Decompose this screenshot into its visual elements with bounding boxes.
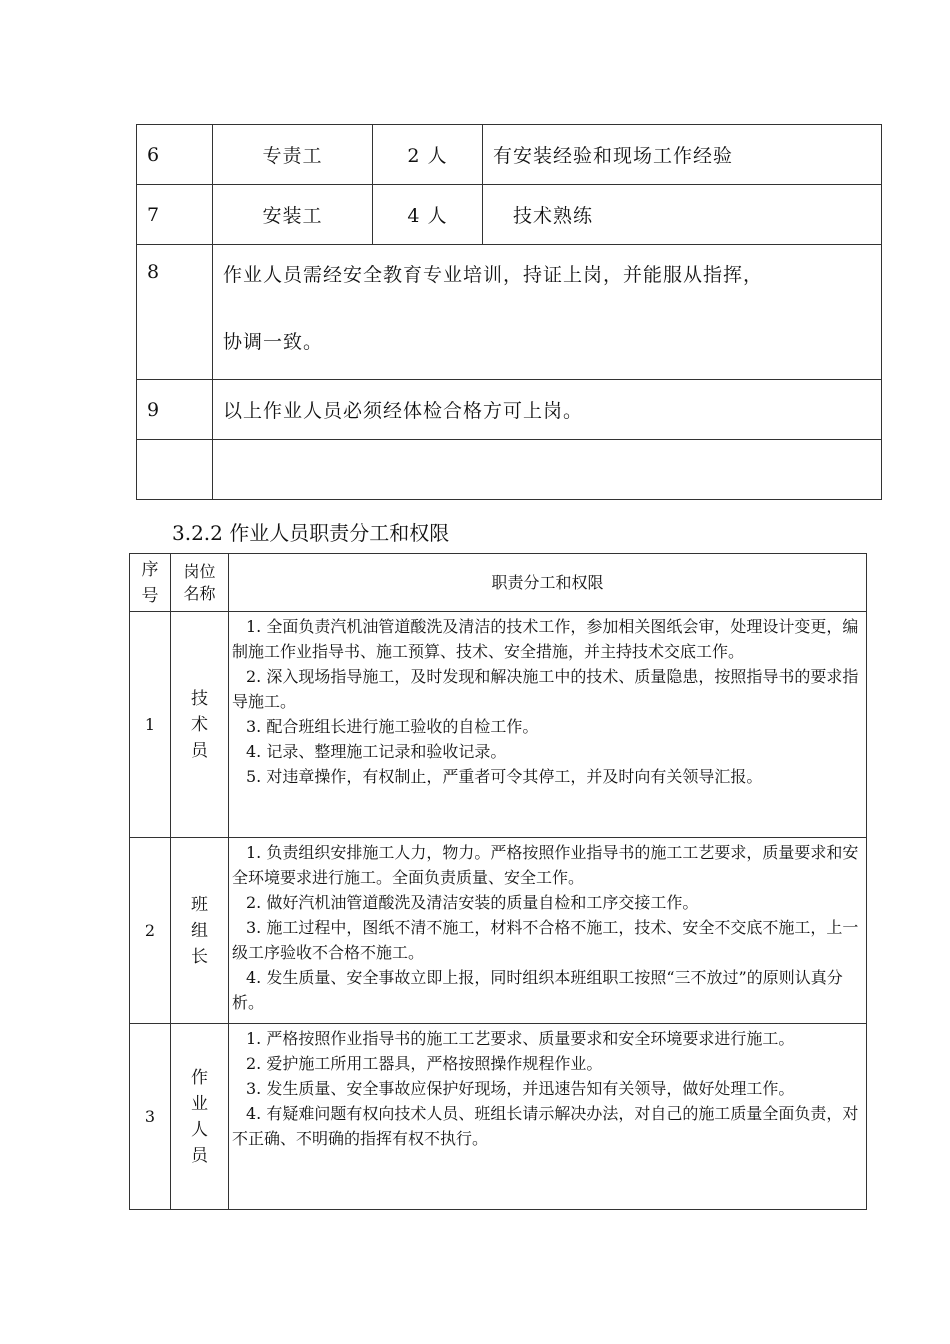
count-cell: 4 人: [373, 185, 483, 245]
role-cell: 作业人员: [171, 1024, 229, 1210]
row-number: 7: [137, 185, 213, 245]
row-number: 3: [130, 1024, 171, 1210]
requirement-cell: 有安装经验和现场工作经验: [483, 125, 882, 185]
duty-item: 4. 记录、整理施工记录和验收记录。: [246, 742, 507, 761]
row-number: 1: [130, 612, 171, 838]
duty-item: 1. 严格按照作业指导书的施工工艺要求、质量要求和安全环境要求进行施工。: [246, 1029, 795, 1048]
duties-table: [129, 553, 867, 1210]
row-number: 6: [137, 125, 213, 185]
table-row: [130, 612, 867, 838]
table-row-empty: [137, 440, 882, 500]
duty-item: 2. 爱护施工所用工器具，严格按照操作规程作业。: [246, 1054, 603, 1073]
duties-cell: [229, 612, 867, 838]
duty-item: 5. 对违章操作，有权制止，严重者可令其停工，并及时向有关领导汇报。: [246, 767, 763, 786]
note-line: 作业人员需经安全教育专业培训，持证上岗，并能服从指挥，: [223, 264, 764, 286]
duty-item: 3. 施工过程中，图纸不清不施工，材料不合格不施工，技术、安全不交底不施工，上一级工序验收不合格不施工。: [232, 918, 859, 962]
section-title: 3.2.2 作业人员职责分工和权限: [172, 521, 450, 545]
duty-item: 4. 有疑难问题有权向技术人员、班组长请示解决办法，对自己的施工质量全面负责，对不正确、不明确的指挥有权不执行。: [232, 1104, 859, 1148]
table-row: [130, 1024, 867, 1210]
row-number: 8: [137, 245, 213, 380]
duty-item: 2. 深入现场指导施工，及时发现和解决施工中的技术、质量隐患，按照指导书的要求指导施工。: [232, 667, 859, 711]
duties-cell: [229, 1024, 867, 1210]
staffing-table: [136, 124, 882, 500]
table-row: [137, 245, 882, 380]
role-cell: 技术员: [171, 612, 229, 838]
duty-item: 3. 配合班组长进行施工验收的自检工作。: [246, 717, 539, 736]
table-row: [137, 125, 882, 185]
duty-item: 4. 发生质量、安全事故立即上报，同时组织本班组职工按照“三不放过”的原则认真分析。: [232, 968, 843, 1012]
duty-item: 2. 做好汽机油管道酸洗及清洁安装的质量自检和工序交接工作。: [246, 893, 699, 912]
row-number: 2: [130, 838, 171, 1024]
duty-item: 1. 负责组织安排施工人力，物力。严格按照作业指导书的施工工艺要求，质量要求和安全环境要求进行施工。全面负责质量、安全工作。: [232, 843, 859, 887]
empty-cell: [213, 440, 882, 500]
table-row: [137, 185, 882, 245]
note-line: 协调一致。: [223, 330, 324, 353]
duty-item: 3. 发生质量、安全事故应保护好现场，并迅速告知有关领导，做好处理工作。: [246, 1079, 795, 1098]
header-role: 岗位名称: [171, 554, 229, 612]
header-no: 序号: [130, 554, 171, 612]
note-cell: [213, 245, 882, 380]
table-row: [137, 380, 882, 440]
duties-cell: [229, 838, 867, 1024]
position-cell: 安装工: [213, 185, 373, 245]
position-cell: 专责工: [213, 125, 373, 185]
table-row: [130, 838, 867, 1024]
requirement-cell: 技术熟练: [483, 185, 882, 245]
header-duties: 职责分工和权限: [229, 554, 867, 612]
count-cell: 2 人: [373, 125, 483, 185]
duty-item: 1. 全面负责汽机油管道酸洗及清洁的技术工作，参加相关图纸会审，处理设计变更，编制施工作业指导书、施工预算、技术、安全措施，并主持技术交底工作。: [232, 617, 859, 661]
header-row: [130, 554, 867, 612]
role-cell: 班组长: [171, 838, 229, 1024]
note-cell: 以上作业人员必须经体检合格方可上岗。: [213, 380, 882, 440]
row-number: 9: [137, 380, 213, 440]
empty-cell: [137, 440, 213, 500]
